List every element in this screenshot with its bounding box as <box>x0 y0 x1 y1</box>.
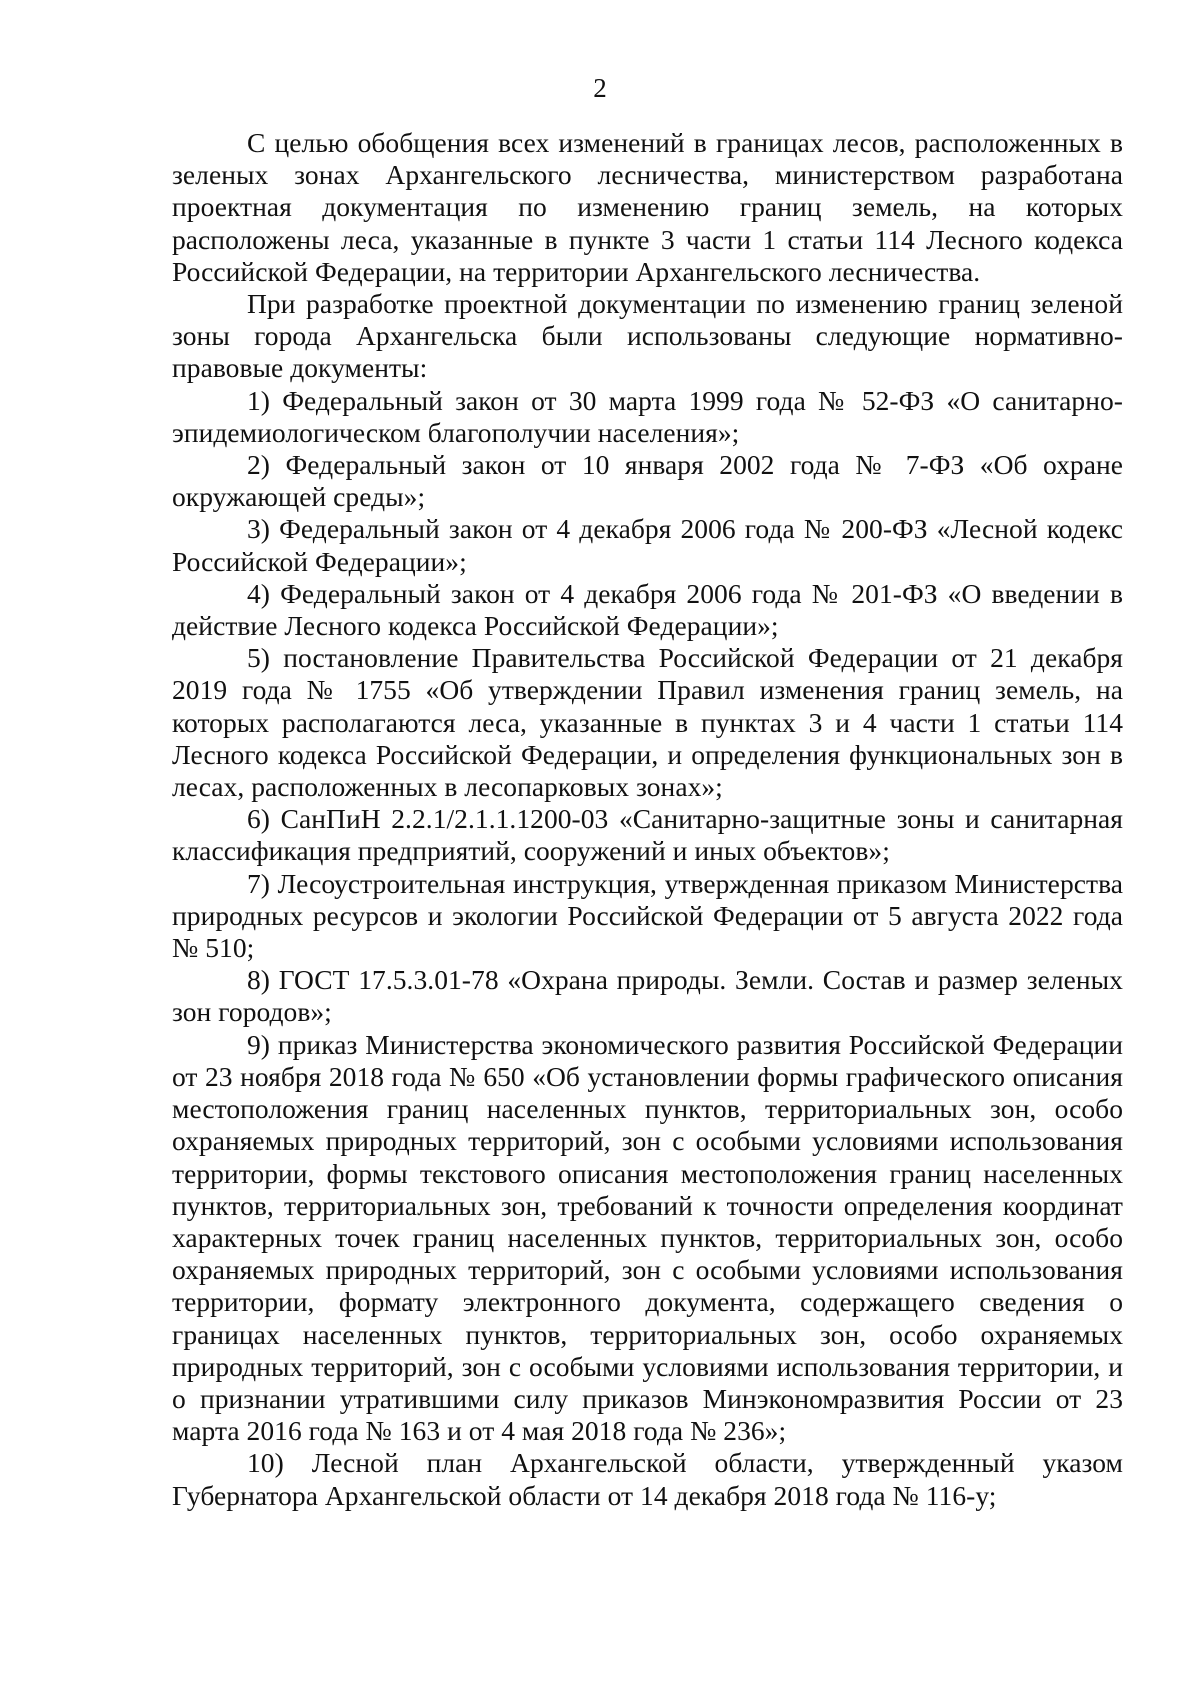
list-item-5: 5) постановление Правительства Российской Федерации от 21 декабря 2019 года № 1755 «Об утверждении Правил изменения границ земель, на которых располагаются леса, указанные в пунктах 3 и 4 части 1 статьи 114 Лесного кодекса Российской Федерации, и определения функциональных зон в лесах, расположенных в лесопарковых зонах»; <box>172 642 1123 803</box>
list-item-4: 4) Федеральный закон от 4 декабря 2006 года № 201-ФЗ «О введении в действие Лесного кодекса Российской Федерации»; <box>172 577 1123 642</box>
list-item-2: 2) Федеральный закон от 10 января 2002 года № 7-ФЗ «Об охране окружающей среды»; <box>172 449 1123 513</box>
list-item-8: 8) ГОСТ 17.5.3.01-78 «Охрана природы. Земли. Состав и размер зеленых зон городов»; <box>172 964 1123 1028</box>
page-number: 2 <box>593 73 607 103</box>
document-body <box>172 127 1123 1512</box>
list-item-9: 9) приказ Министерства экономического развития Российской Федерации от 23 ноября 2018 года № 650 «Об установлении формы графического описания местоположения границ населенных пунктов, территориальных зон, особо охраняемых природных территорий, зон с особыми условиями использования территории, формы текстового описания местоположения границ населенных пунктов, территориальных зон, требований к точности определения координат характерных точек границ населенных пунктов, территориальных зон, особо охраняемых природных территорий, зон с особыми условиями использования территории, формату электронного документа, содержащего сведения о границах населенных пунктов, территориальных зон, особо охраняемых природных территорий, зон с особыми условиями использования территории, и о признании утратившими силу приказов Минэкономразвития России от 23 марта 2016 года № 163 и от 4 мая 2018 года № 236»; <box>172 1028 1123 1447</box>
list-item-3: 3) Федеральный закон от 4 декабря 2006 года № 200-ФЗ «Лесной кодекс Российской Федерации»; <box>172 513 1123 577</box>
documents-intro-paragraph: При разработке проектной документации по изменению границ зеленой зоны города Архангельска были использованы следующие нормативно-правовые документы: <box>172 288 1123 384</box>
list-item-1: 1) Федеральный закон от 30 марта 1999 года № 52-ФЗ «О санитарно-эпидемиологическом благополучии населения»; <box>172 384 1123 448</box>
list-item-6: 6) СанПиН 2.2.1/2.1.1.1200-03 «Санитарно-защитные зоны и санитарная классификация предприятий, сооружений и иных объектов»; <box>172 803 1123 867</box>
list-item-7: 7) Лесоустроительная инструкция, утвержденная приказом Министерства природных ресурсов и экологии Российской Федерации от 5 августа 2022 года № 510; <box>172 867 1123 964</box>
intro-paragraph: С целью обобщения всех изменений в границах лесов, расположенных в зеленых зонах Архангельского лесничества, министерством разработана проектная документация по изменению границ земель, на которых расположены леса, указанные в пункте 3 части 1 статьи 114 Лесного кодекса Российской Федерации, на территории Архангельского лесничества. <box>172 127 1123 287</box>
list-item-10: 10) Лесной план Архангельской области, утвержденный указом Губернатора Архангельской области от 14 декабря 2018 года № 116-у; <box>172 1447 1123 1511</box>
